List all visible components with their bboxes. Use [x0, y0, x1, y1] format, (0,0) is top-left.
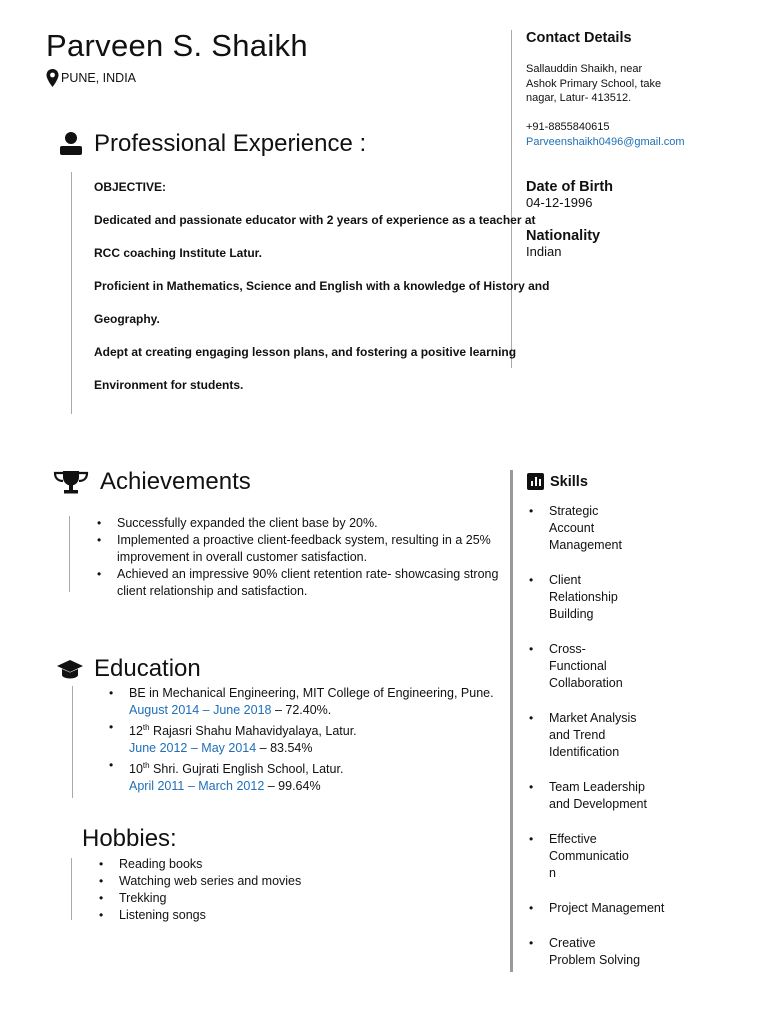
achievements-title: Achievements — [100, 468, 251, 495]
education-score: – 83.54% — [256, 741, 313, 756]
list-item: • Watching web series and movies — [97, 873, 397, 890]
nationality-value: Indian — [526, 243, 562, 259]
objective-line: Dedicated and passionate educator with 2 years of experience as a teacher at — [94, 213, 536, 227]
achievements-list — [95, 515, 515, 600]
objective-line: Environment for students. — [94, 378, 244, 392]
experience-title: Professional Experience : — [94, 130, 367, 157]
skill-item: • Team Leadership and Development — [527, 779, 727, 813]
education-dates: April 2011 – March 2012 — [129, 779, 265, 794]
skill-item: • Effective Communicatio n — [527, 831, 727, 882]
objective-line: Geography. — [94, 312, 160, 326]
objective-block — [94, 180, 564, 392]
education-rule — [72, 686, 73, 798]
email-link[interactable]: Parveenshaikh0496@gmail.com — [526, 135, 685, 148]
list-item: • Implemented a proactive client-feedback system, resulting in a 25% improvement in overall customer satisfaction. — [95, 532, 515, 566]
education-dates: June 2012 – May 2014 — [129, 741, 257, 756]
skill-item: • Cross- Functional Collaboration — [527, 641, 727, 692]
list-item: • Listening songs — [97, 907, 397, 924]
map-pin-icon — [46, 69, 59, 87]
education-list — [107, 685, 507, 795]
objective-line: RCC coaching Institute Latur. — [94, 246, 263, 260]
experience-rule — [71, 172, 72, 414]
candidate-name: Parveen S. Shaikh — [46, 28, 308, 63]
skill-item: • Creative Problem Solving — [527, 935, 727, 969]
education-dates: August 2014 – June 2018 — [129, 703, 272, 717]
nationality-title: Nationality — [526, 227, 601, 244]
skill-item: • Market Analysis and Trend Identification — [527, 710, 727, 761]
dob-title: Date of Birth — [526, 178, 613, 195]
achievements-rule — [69, 516, 70, 592]
phone: +91-8855840615 — [526, 120, 610, 133]
bar-chart-icon — [527, 473, 544, 490]
skills-title: Skills — [550, 473, 588, 490]
objective-line: Adept at creating engaging lesson plans, and fostering a positive learning — [94, 345, 517, 359]
skills-heading — [527, 473, 588, 490]
education-item: • 10th Shri. Gujrati English School, Latur. April 2011 – March 2012 – 99.64% — [107, 757, 507, 795]
skill-item: • Client Relationship Building — [527, 572, 727, 623]
objective-line: Proficient in Mathematics, Science and English with a knowledge of History and — [94, 279, 550, 293]
address-line: nagar, Latur- 413512. — [526, 92, 632, 104]
hobbies-list — [97, 856, 397, 924]
trophy-icon — [52, 469, 90, 495]
skill-item: • Project Management — [527, 900, 727, 917]
contact-title: Contact Details — [526, 30, 632, 46]
hobbies-title: Hobbies: — [82, 825, 177, 852]
education-score: – 72.40%. — [271, 703, 332, 717]
list-item: • Successfully expanded the client base by 20%. — [95, 515, 515, 532]
dob-value: 04-12-1996 — [526, 194, 593, 210]
list-item: • Reading books — [97, 856, 397, 873]
skill-item: • Strategic Account Management — [527, 503, 727, 554]
list-item: • Achieved an impressive 90% client retention rate- showcasing strong client relationship and satisfaction. — [95, 566, 515, 600]
achievements-heading — [52, 468, 251, 496]
skills-divider — [510, 470, 513, 972]
address-line: Ashok Primary School, take — [526, 77, 662, 90]
location — [46, 69, 136, 87]
education-score: – 99.64% — [264, 779, 321, 794]
education-title: Education — [94, 655, 201, 682]
hobbies-rule — [71, 858, 72, 920]
user-icon — [58, 131, 84, 157]
skills-list — [527, 503, 727, 987]
list-item: • Trekking — [97, 890, 397, 907]
address-line: Sallauddin Shaikh, near — [526, 63, 643, 75]
education-item: • 12th Rajasri Shahu Mahavidyalaya, Latur. June 2012 – May 2014 – 83.54% — [107, 719, 507, 757]
education-heading — [56, 655, 201, 683]
objective-label: OBJECTIVE: — [94, 180, 167, 194]
experience-heading — [58, 130, 366, 158]
education-item: • BE in Mechanical Engineering, MIT College of Engineering, Pune. August 2014 – June 2018 – 72.40%. — [107, 685, 507, 719]
location-text: PUNE, INDIA — [61, 71, 137, 85]
graduation-cap-icon — [56, 656, 84, 682]
